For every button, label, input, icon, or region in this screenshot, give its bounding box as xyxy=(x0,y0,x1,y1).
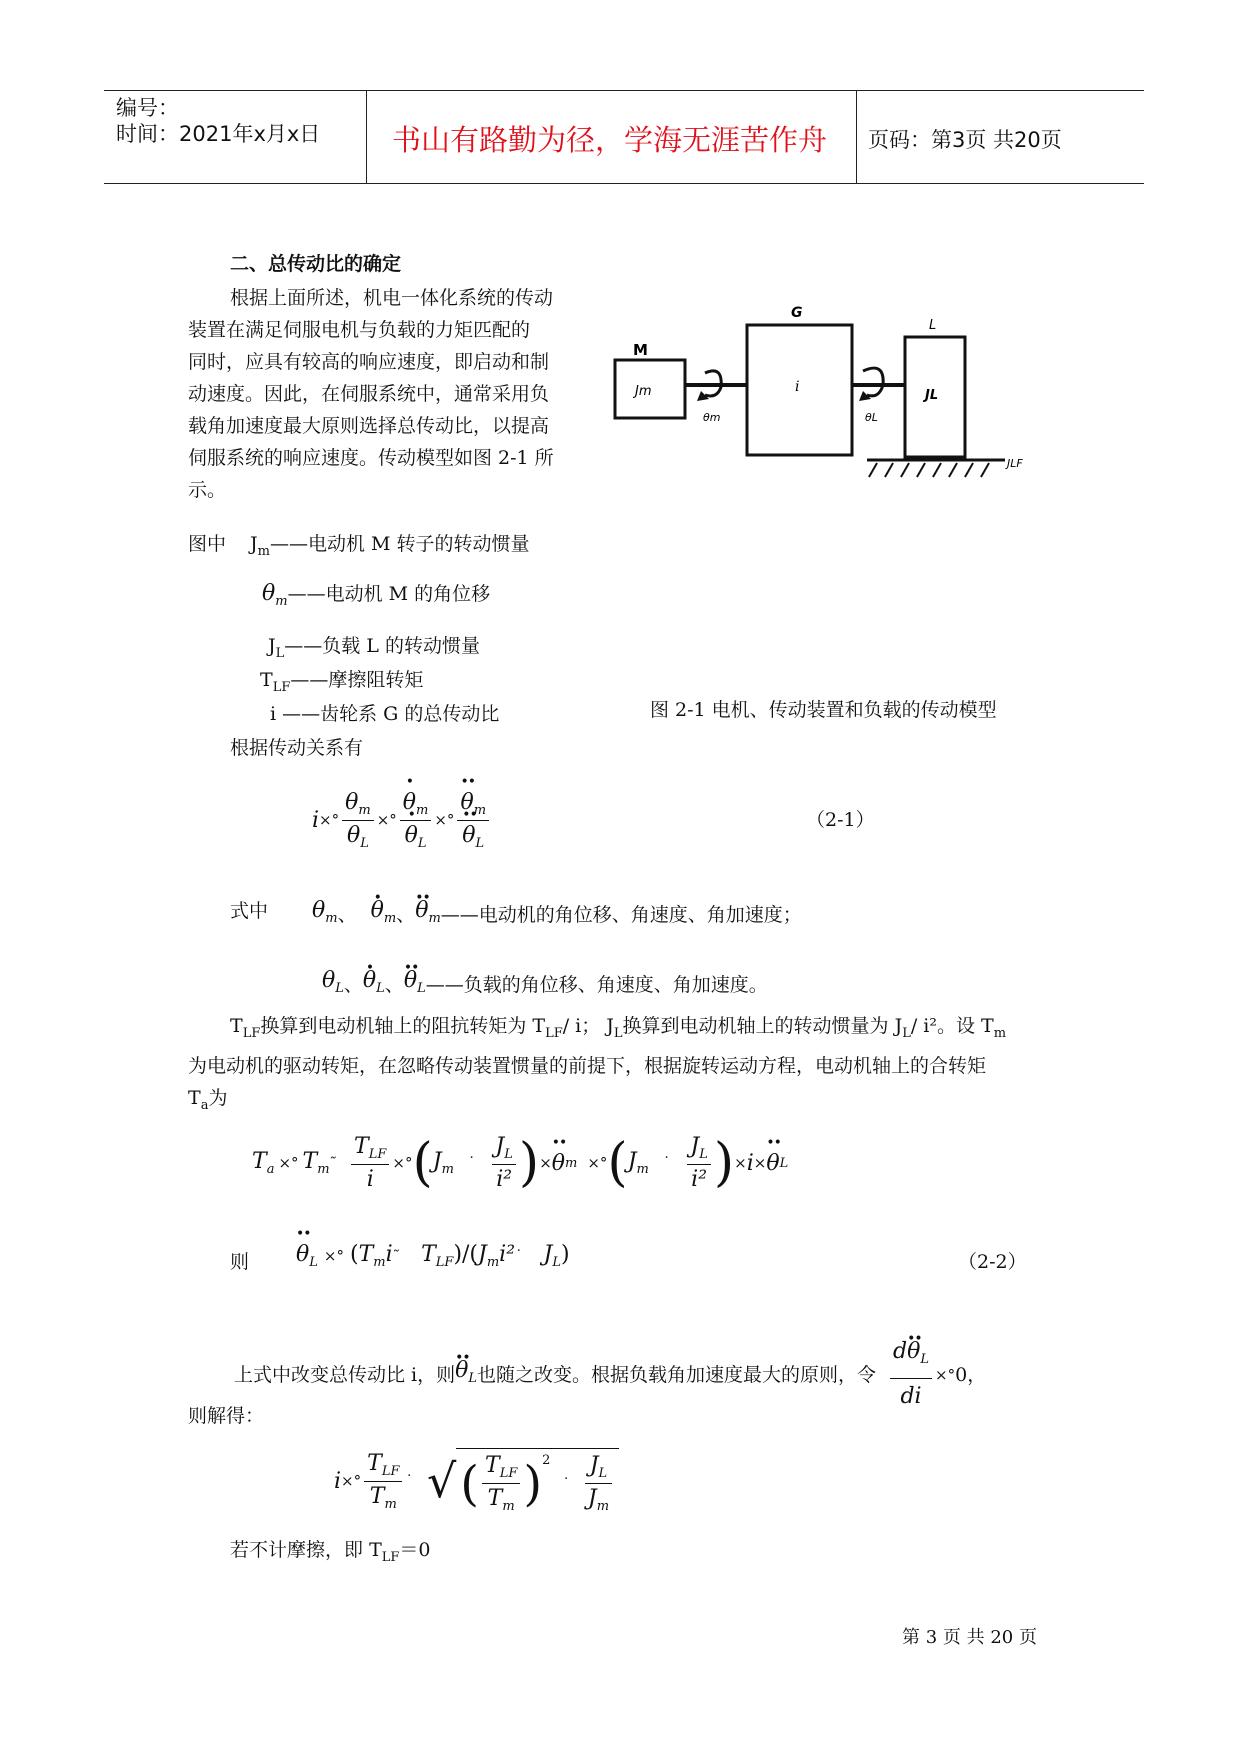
load-rotation-arrow xyxy=(863,368,883,396)
fig-label-M: M xyxy=(633,341,648,359)
where-label: 式中 xyxy=(230,900,269,922)
intro-line: 伺服系统的响应速度。传动模型如图 2-1 所 xyxy=(188,447,554,469)
fig-label-L: L xyxy=(929,318,937,333)
header-bottom-border xyxy=(104,183,1144,184)
section-title: 二、总传动比的确定 xyxy=(230,253,402,275)
equation-2-1-tag: （2-1） xyxy=(806,809,875,831)
fig-label-JLF: JLF xyxy=(1007,457,1023,470)
fig-label-Jm: Jm xyxy=(635,384,652,399)
ground-hatching xyxy=(869,463,989,477)
intro-line: 载角加速度最大原则选择总传动比，以提高 xyxy=(188,415,550,437)
fig-label-JL: JL xyxy=(925,388,939,403)
legend-prefix: 图中 xyxy=(188,533,227,555)
paragraph-solve: 则解得： xyxy=(188,1405,265,1427)
equation-2-2-tag: （2-2） xyxy=(958,1251,1027,1273)
paragraph-torque xyxy=(188,1010,1068,1122)
intro-line: 同时，应具有较高的响应速度，即启动和制 xyxy=(188,351,550,373)
fig-label-theta-L: θL xyxy=(865,411,878,424)
equation-2-1: i ×° $\frac{\theta_m}{\theta_L}$ ×° • $\theta_m$ • $\theta_L$ ×° •• $\theta_m$ •• $\theta_L$ xyxy=(312,780,492,860)
legend-item-tlf: $T_{LF}——$摩擦阻转矩 xyxy=(260,669,424,695)
equation-optimal-ratio: i ×° $\frac{T_{LF}}{T_m}$ ˙ √ ( $\frac{T_{LF}}{T_m}$ ) 2 ˙ $\frac{J_L}{J_m}$ xyxy=(334,1436,619,1526)
figure-caption: 图 2-1 电机、传动装置和负载的传动模型 xyxy=(650,699,997,721)
equation-2-2: •• $\theta_L$ ×° ($T_mi˜$ $T_{LF})/(J_mi^2˙$ $J_L$) xyxy=(296,1242,570,1270)
where-load-line: $\theta_L$ 、 • $\theta_L$ 、 •• $\theta_L$ ——负载的角位移、角速度、角加速度。 xyxy=(322,965,768,1005)
paragraph-torque-line3: $T_a$为 xyxy=(188,1087,228,1113)
header-time-label: 时间：2021年x月x日 xyxy=(116,122,321,146)
legend-item-theta-m: $\theta_m——$电动机 M 的角位移 xyxy=(262,581,491,609)
fig-label-i: i xyxy=(795,379,800,395)
paragraph-torque-line2: 为电动机的驱动转矩，在忽略传动装置惯量的前提下，根据旋转运动方程，电动机轴上的合转矩 xyxy=(188,1055,987,1077)
gearbox-box xyxy=(747,325,852,455)
fig-label-G: G xyxy=(791,305,803,321)
legend-item-jm: $J_m——$电动机 M 转子的转动惯量 xyxy=(250,533,530,559)
header-divider-right xyxy=(856,90,857,183)
intro-line: 根据上面所述，机电一体化系统的传动 xyxy=(230,287,554,309)
fig-label-theta-m: θm xyxy=(703,411,721,424)
relation-intro: 根据传动关系有 xyxy=(230,737,364,759)
footer-page-label: 第 3 页 共 20 页 xyxy=(902,1627,1037,1648)
equation-2-2-prefix: 则 xyxy=(230,1251,250,1273)
legend-item-jl: $J_L——$负载 L 的转动惯量 xyxy=(268,635,480,661)
equation-torque-balance: $T_a$ ×° $T_m$ ˜ $\frac{T_{LF}}{i}$ ×° ( $J_m$ ˙ $\frac{J_L}{\text{i²}}$ ) × •• θ m ×° ( $J_m$ ˙ $\frac{J_L}{\text{i²}}$ ) × i × •• θ L xyxy=(252,1125,788,1201)
where-motor-line: $\theta_m$ 、 • $\theta_m$ 、 •• $\theta_m$ ——电动机的角位移、角速度、角加速度； xyxy=(312,895,802,935)
paragraph-max-accel: 上式中改变总传动比 i，则 •• $\theta_L$ 也随之改变。根据负载角加速度最大的原则，令 $\frac{d•• \theta_L}{di}$ ×° 0 ， xyxy=(234,1336,986,1413)
intro-paragraph xyxy=(188,282,578,506)
header-divider-left xyxy=(366,90,367,183)
intro-line: 动速度。因此，在伺服系统中，通常采用负 xyxy=(188,383,550,405)
transmission-model-figure xyxy=(605,295,1045,495)
header-code-label: 编号： xyxy=(116,96,179,120)
header-page-label: 页码：第3页 共20页 xyxy=(868,128,1062,152)
header-top-border xyxy=(104,90,1144,91)
no-friction-line: 若不计摩擦，即 $T_{LF}=0$ xyxy=(230,1539,431,1565)
intro-line: 示。 xyxy=(188,479,227,501)
intro-line: 装置在满足伺服电机与负载的力矩匹配的 xyxy=(188,319,531,341)
legend-item-i: i ——齿轮系 G 的总传动比 xyxy=(270,703,500,725)
header-motto: 书山有路勤为径，学海无涯苦作舟 xyxy=(392,123,828,157)
paragraph-torque-line1: $T_{LF}$换算到电动机轴上的阻抗转矩为 $T_{LF}/$ i； $J_L$换算到电动机轴上的转动惯量为 $J_L/$ i²。设 $T_m$ xyxy=(230,1015,1007,1041)
